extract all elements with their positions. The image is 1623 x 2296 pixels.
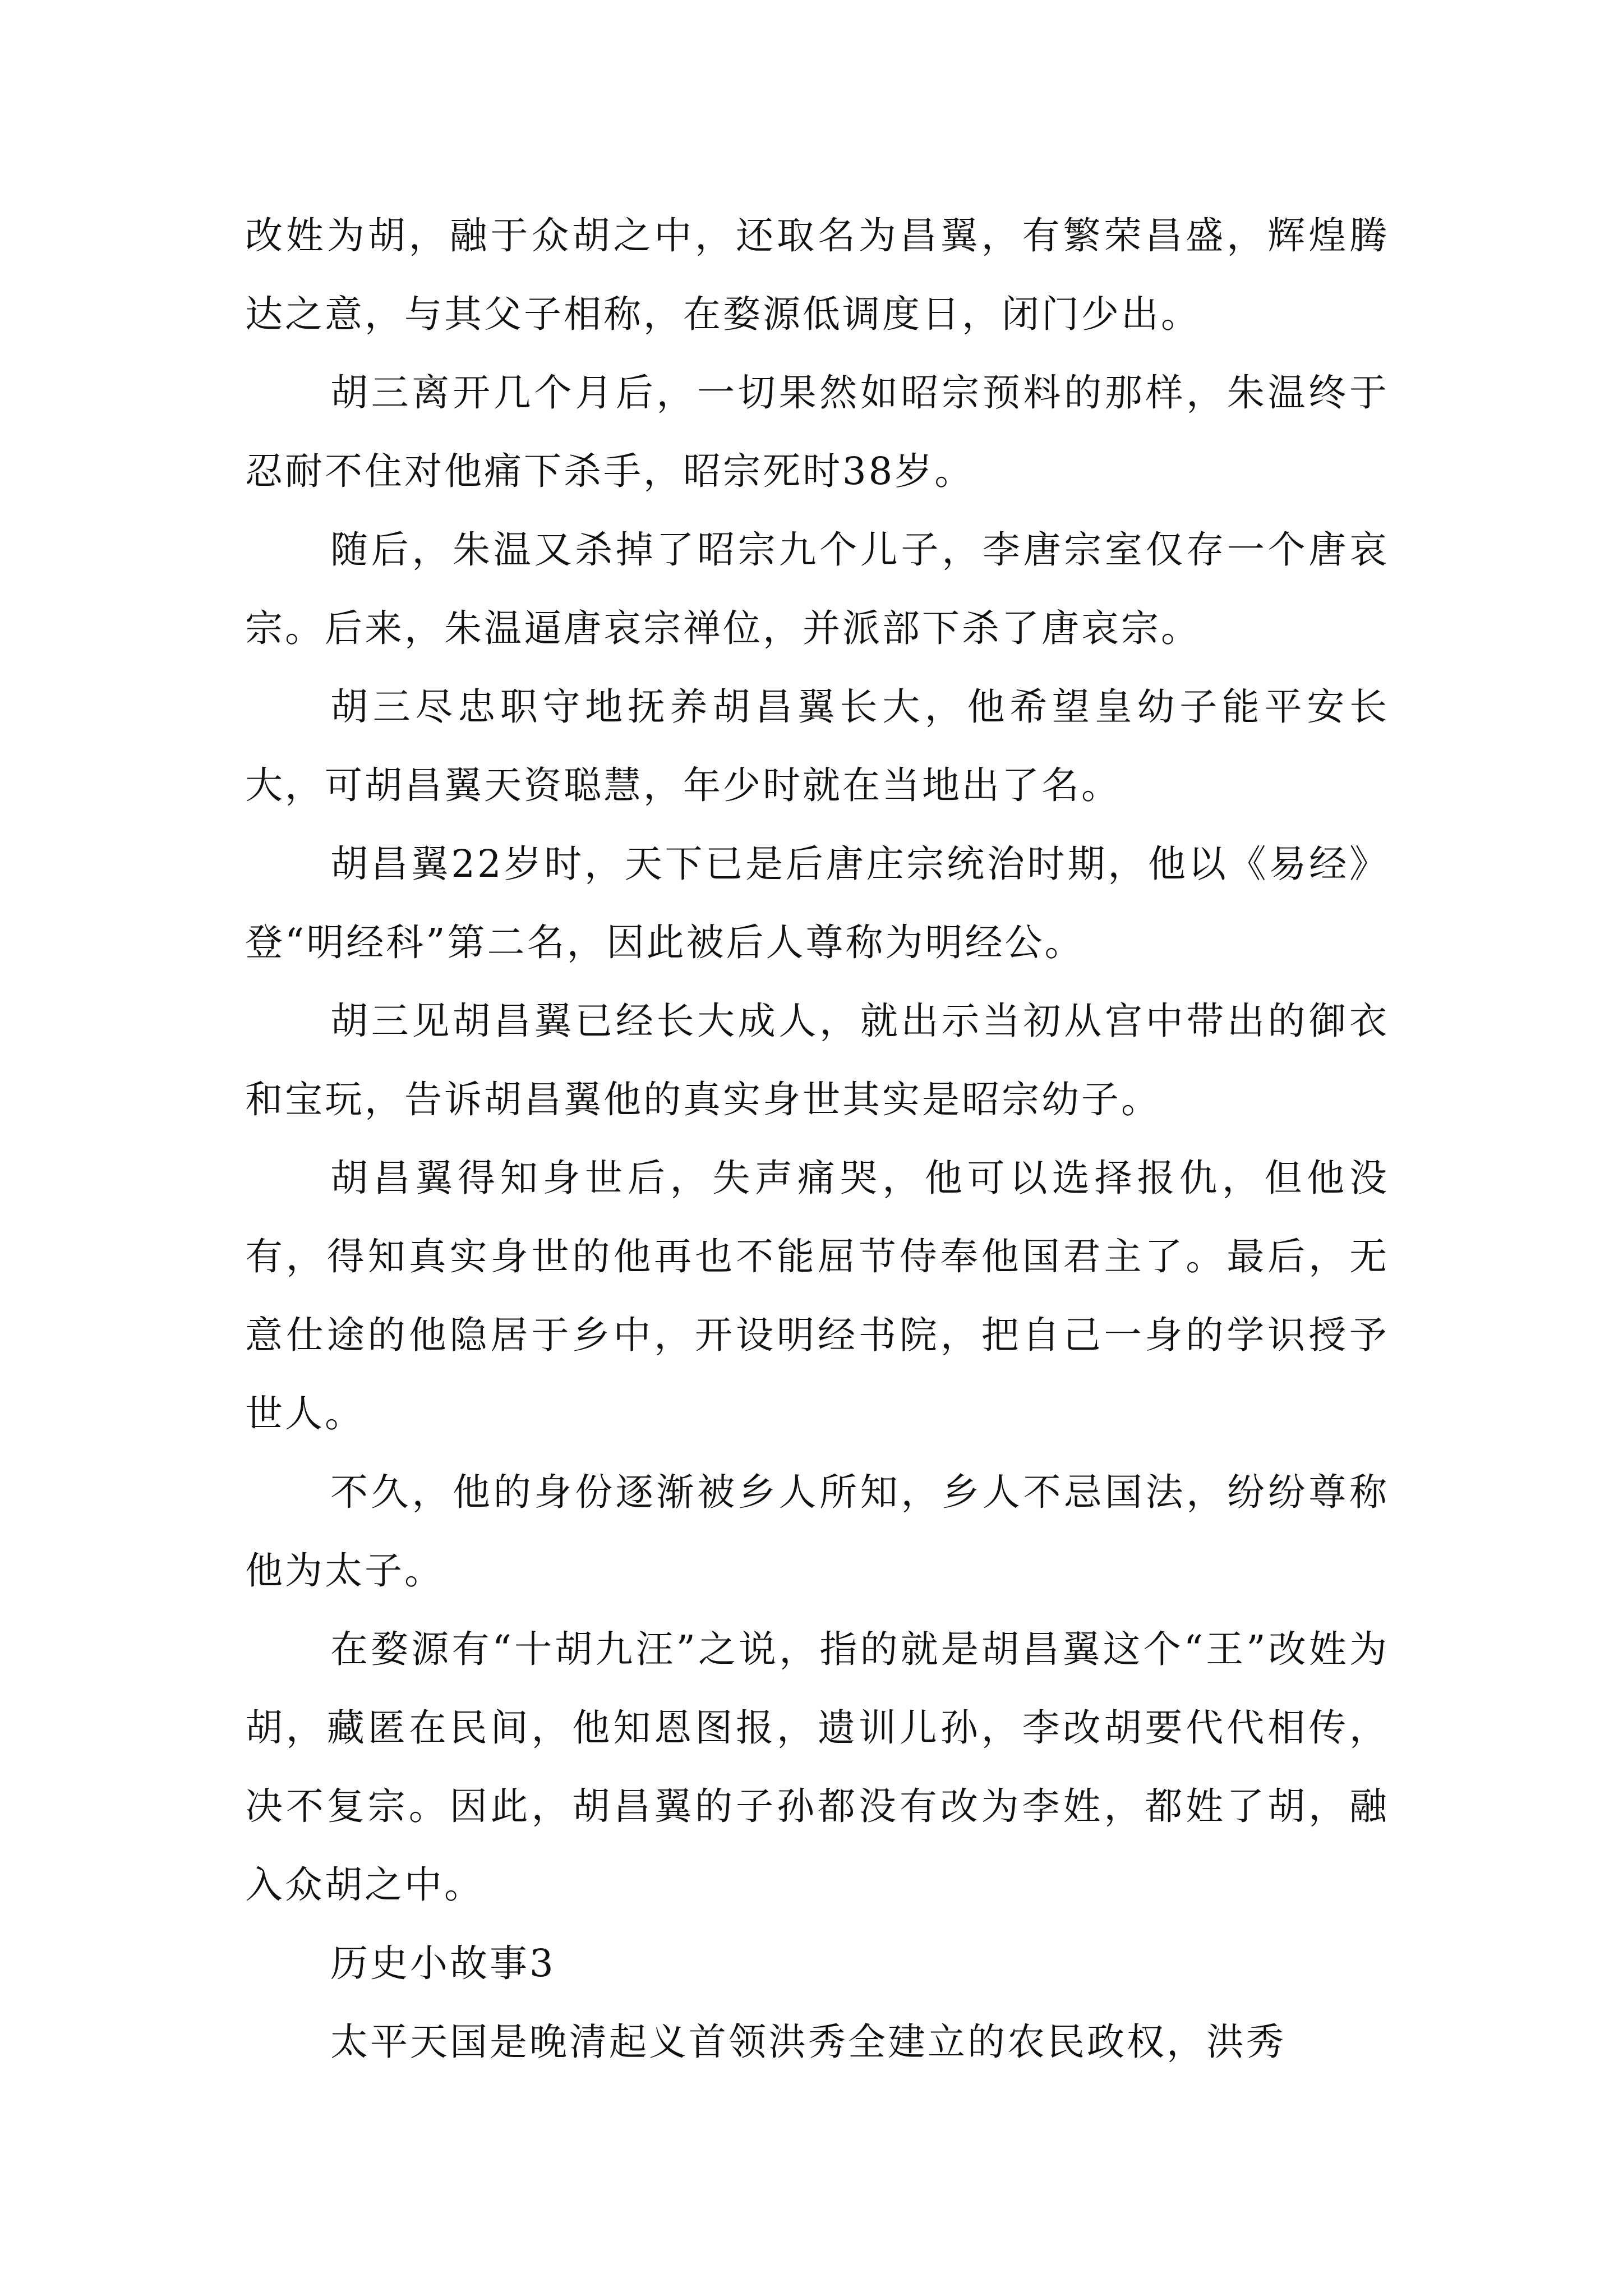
paragraph-continuation: 改姓为胡，融于众胡之中，还取名为昌翼，有繁荣昌盛，辉煌腾达之意，与其父子相称，在婺源低调度日，闭门少出。 — [245, 214, 1389, 336]
paragraph: 在婺源有“十胡九汪”之说，指的就是胡昌翼这个“王”改姓为胡，藏匿在民间，他知恩图报，遗训儿孙，李改胡要代代相传，决不复宗。因此，胡昌翼的子孙都没有改为李姓，都姓了胡，融入众胡之中。 — [245, 1627, 1389, 1907]
paragraph: 胡三尽忠职守地抚养胡昌翼长大，他希望皇幼子能平安长大，可胡昌翼天资聪慧，年少时就在当地出了名。 — [245, 685, 1389, 807]
paragraph: 胡昌翼得知身世后，失声痛哭，他可以选择报仇，但他没有，得知真实身世的他再也不能屈节侍奉他国君主了。最后，无意仕途的他隐居于乡中，开设明经书院，把自己一身的学识授予世人。 — [245, 1156, 1389, 1435]
paragraph: 不久，他的身份逐渐被乡人所知，乡人不忌国法，纷纷尊称他为太子。 — [245, 1470, 1389, 1593]
document-body — [245, 196, 1389, 2081]
paragraph: 太平天国是晚清起义首领洪秀全建立的农民政权，洪秀 — [330, 2020, 1286, 2064]
section-heading: 历史小故事3 — [330, 1941, 556, 1985]
paragraph: 随后，朱温又杀掉了昭宗九个儿子，李唐宗室仅存一个唐哀宗。后来，朱温逼唐哀宗禅位，并派部下杀了唐哀宗。 — [245, 528, 1389, 650]
paragraph: 胡三离开几个月后，一切果然如昭宗预料的那样，朱温终于忍耐不住对他痛下杀手，昭宗死时38岁。 — [245, 371, 1389, 493]
paragraph: 胡三见胡昌翼已经长大成人，就出示当初从宫中带出的御衣和宝玩，告诉胡昌翼他的真实身世其实是昭宗幼子。 — [245, 999, 1389, 1121]
paragraph: 胡昌翼22岁时，天下已是后唐庄宗统治时期，他以《易经》登“明经科”第二名，因此被后人尊称为明经公。 — [245, 842, 1389, 964]
